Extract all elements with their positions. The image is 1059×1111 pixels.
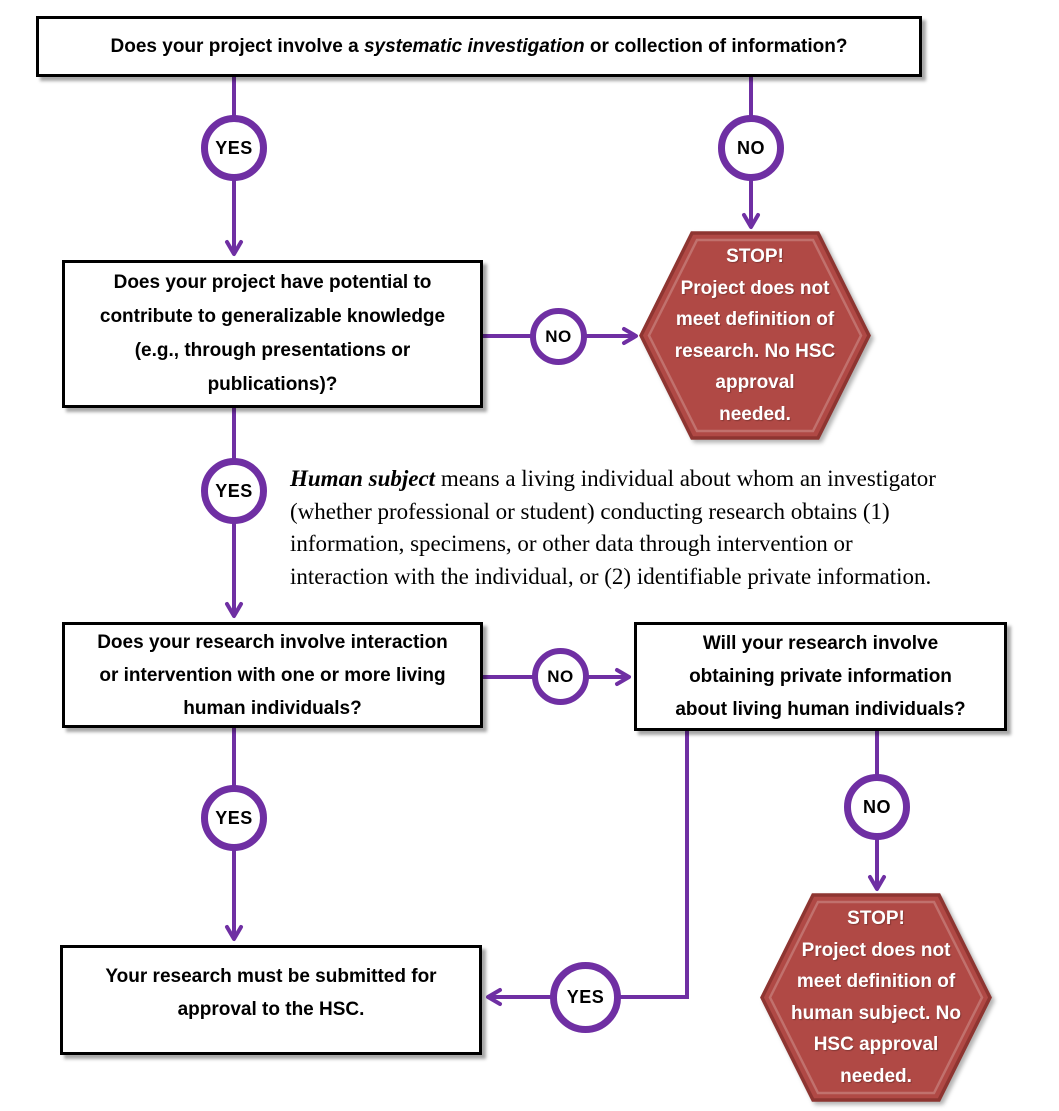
human-subject-definition xyxy=(290,463,1020,593)
question-text: obtaining private information xyxy=(689,666,952,687)
decision-label: YES xyxy=(215,807,253,828)
question-text: about living human individuals? xyxy=(675,699,966,720)
question-text: (e.g., through presentations or xyxy=(134,340,411,361)
no-circle-1 xyxy=(718,115,784,181)
approval-required-box xyxy=(60,945,482,1055)
stop-text-line: STOP! xyxy=(847,908,905,929)
decision-label: YES xyxy=(215,137,253,158)
question-text: human individuals? xyxy=(183,697,362,719)
no-circle-4 xyxy=(844,774,910,840)
question-text: Does your research involve interaction xyxy=(97,631,448,653)
stop-text-line: needed. xyxy=(719,403,791,425)
stop-research-text xyxy=(639,231,871,440)
definition-line: (whether professional or student) conducting research obtains (1) xyxy=(290,498,890,524)
question-text: Does your project have potential to xyxy=(113,272,432,293)
question-box-interaction-intervention xyxy=(62,622,483,728)
question-text: or intervention with one or more living xyxy=(99,664,446,686)
definition-lead: Human subject xyxy=(290,466,436,491)
decision-label: NO xyxy=(547,666,574,686)
stop-human-subject-text xyxy=(760,893,992,1102)
question-box-generalizable-knowledge xyxy=(62,260,483,408)
question-text: publications)? xyxy=(207,374,338,395)
definition-line: interaction with the individual, or (2) identifiable private information. xyxy=(290,563,932,589)
stop-text-line: meet definition of xyxy=(796,971,956,992)
stop-text-line: HSC approval xyxy=(813,1034,939,1055)
yes-circle-3 xyxy=(201,785,267,851)
stop-text-line: approval xyxy=(715,372,795,393)
connector-q4-yes-approval xyxy=(488,731,687,997)
question-text: Will your research involve xyxy=(702,633,939,654)
emphasis-text: systematic investigation xyxy=(363,35,585,57)
yes-circle-1 xyxy=(201,115,267,181)
decision-label: YES xyxy=(215,480,253,501)
decision-label: NO xyxy=(737,137,765,158)
stop-text-line: STOP! xyxy=(726,246,784,267)
decision-label: YES xyxy=(566,987,605,1007)
stop-text-line: human subject. No xyxy=(791,1002,961,1024)
approval-text: Your research must be submitted for xyxy=(105,966,437,987)
stop-text-line: Project does not xyxy=(680,277,830,299)
stop-hexagon-human-subject xyxy=(760,893,992,1102)
yes-circle-4 xyxy=(550,962,621,1033)
stop-hexagon-research xyxy=(639,231,871,440)
question-text: Does your project involve a systematic investigation or collection of information? xyxy=(110,35,848,57)
stop-text-line: Project does not xyxy=(801,939,951,961)
decision-label: NO xyxy=(545,326,572,346)
definition-line: information, specimens, or other data through intervention or xyxy=(290,531,853,556)
question-text: contribute to generalizable knowledge xyxy=(99,306,446,327)
no-circle-3 xyxy=(532,648,589,705)
question-box-private-information xyxy=(634,622,1007,731)
stop-text-line: meet definition of xyxy=(675,309,835,330)
definition-line: Human subject means a living individual about whom an investigator xyxy=(290,466,936,491)
stop-text-line: research. No HSC xyxy=(674,340,836,362)
question-box-systematic-investigation xyxy=(36,16,922,77)
yes-circle-2 xyxy=(201,458,267,524)
stop-text-line: needed. xyxy=(840,1065,912,1087)
decision-label: NO xyxy=(863,796,891,817)
no-circle-2 xyxy=(530,308,587,365)
approval-text: approval to the HSC. xyxy=(177,999,365,1020)
